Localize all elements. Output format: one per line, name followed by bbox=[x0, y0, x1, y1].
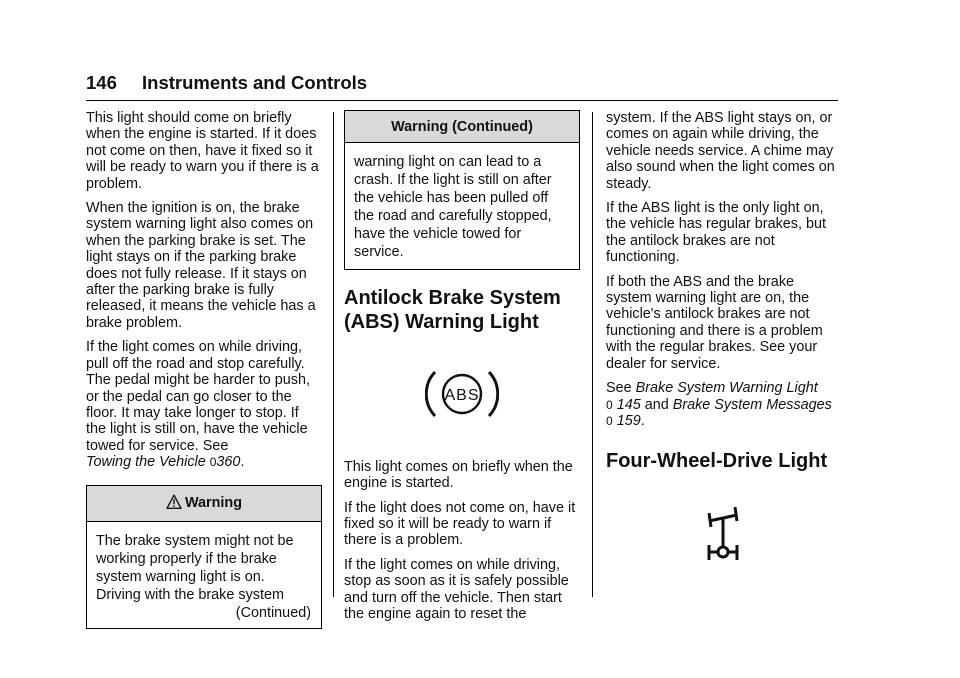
paragraph: If the light comes on while driving, pull off the road and stop carefully. The pedal might be harder to push, or the pedal can go closer to the floor. It may take longer to stop. If the light is still on, have the vehicle towed for service. See Towing the Vehicle 0360. bbox=[86, 339, 310, 471]
warning-title-text: Warning bbox=[184, 494, 243, 511]
section-heading: Antilock Brake System (ABS) Warning Light bbox=[344, 287, 561, 334]
continued-label: (Continued) bbox=[235, 604, 311, 621]
warning-title bbox=[87, 486, 321, 522]
warning-body bbox=[345, 143, 579, 269]
column-3 bbox=[606, 110, 840, 572]
cross-reference-link[interactable]: Brake System Warning Light bbox=[635, 380, 818, 397]
page-reference-icon: 0 bbox=[209, 455, 217, 470]
abs-warning-icon bbox=[344, 368, 580, 424]
and-text: and bbox=[644, 396, 669, 413]
warning-box-continued bbox=[344, 110, 580, 270]
warning-title: Warning (Continued) bbox=[345, 111, 579, 143]
paragraph: This light should come on briefly when the engine is started. If it does not come on then, have it fixed so it will be ready to warn you if there is a problem. bbox=[86, 110, 319, 192]
cross-reference-link[interactable]: Brake System Messages bbox=[672, 396, 832, 413]
cross-reference-link[interactable]: Towing the Vehicle bbox=[86, 454, 206, 471]
section-heading: Four-Wheel-Drive Light bbox=[606, 450, 828, 473]
paragraph: See Brake System Warning Light 0 145 and Brake System Messages 0 159. bbox=[606, 380, 832, 429]
column-2 bbox=[344, 110, 580, 630]
four-wheel-drive-icon bbox=[606, 507, 840, 571]
page-reference-number[interactable]: 145 bbox=[616, 396, 641, 413]
page-reference-number[interactable]: 360 bbox=[216, 454, 241, 471]
page-number: 146 bbox=[86, 72, 117, 93]
paragraph: system. If the ABS light stays on, or comes on again while driving, the vehicle needs service. A chime may also sound when the light comes on steady. bbox=[606, 110, 835, 192]
column-divider bbox=[592, 112, 593, 597]
warning-body bbox=[87, 522, 321, 628]
paragraph: If the light comes on while driving, stop as soon as it is safely possible and turn off the vehicle. Then start the engine again to reset the bbox=[344, 556, 569, 623]
chapter-title: Instruments and Controls bbox=[142, 72, 368, 93]
paragraph: If the ABS light is the only light on, the vehicle has regular brakes, but the antilock brakes are not functioning. bbox=[606, 200, 826, 266]
column-1 bbox=[86, 110, 322, 629]
paragraph: If both the ABS and the brake system warning light are on, the vehicle's antilock brakes are not functioning and there is a problem with the regular brakes. See your dealer for service. bbox=[606, 273, 823, 372]
abs-icon-label: ABS bbox=[444, 387, 480, 405]
see-text: See bbox=[606, 380, 632, 397]
paragraph: When the ignition is on, the brake system warning light also comes on when the parking brake is set. The light stays on if the parking brake does not fully release. If it stays on after the parking brake is fully released, it means the vehicle has a brake problem. bbox=[86, 200, 316, 331]
paragraph: This light comes on briefly when the engine is started. bbox=[344, 458, 573, 492]
warning-box bbox=[86, 485, 322, 629]
warning-icon bbox=[166, 494, 182, 514]
warning-text: warning light on can lead to a crash. If the light is still on after the vehicle has been pulled off the road and carefully stopped, have the vehicle towed for service. bbox=[354, 154, 552, 261]
page-reference-number[interactable]: 159 bbox=[616, 412, 641, 429]
page-reference-icon: 0 bbox=[606, 397, 613, 412]
paragraph-text: If the light comes on while driving, pull off the road and stop carefully. The pedal might be harder to push, or the pedal can go closer to the floor. It may take longer to stop. If the light is still on, have the vehicle towed for service. See bbox=[86, 339, 310, 454]
page-reference-icon: 0 bbox=[606, 413, 613, 428]
page-header bbox=[86, 70, 838, 101]
warning-text: The brake system might not be working properly if the brake system warning light is on. Driving with the brake system bbox=[96, 532, 294, 603]
column-divider bbox=[333, 112, 334, 597]
paragraph: If the light does not come on, have it fixed so it will be ready to warn if there is a problem. bbox=[344, 499, 576, 549]
